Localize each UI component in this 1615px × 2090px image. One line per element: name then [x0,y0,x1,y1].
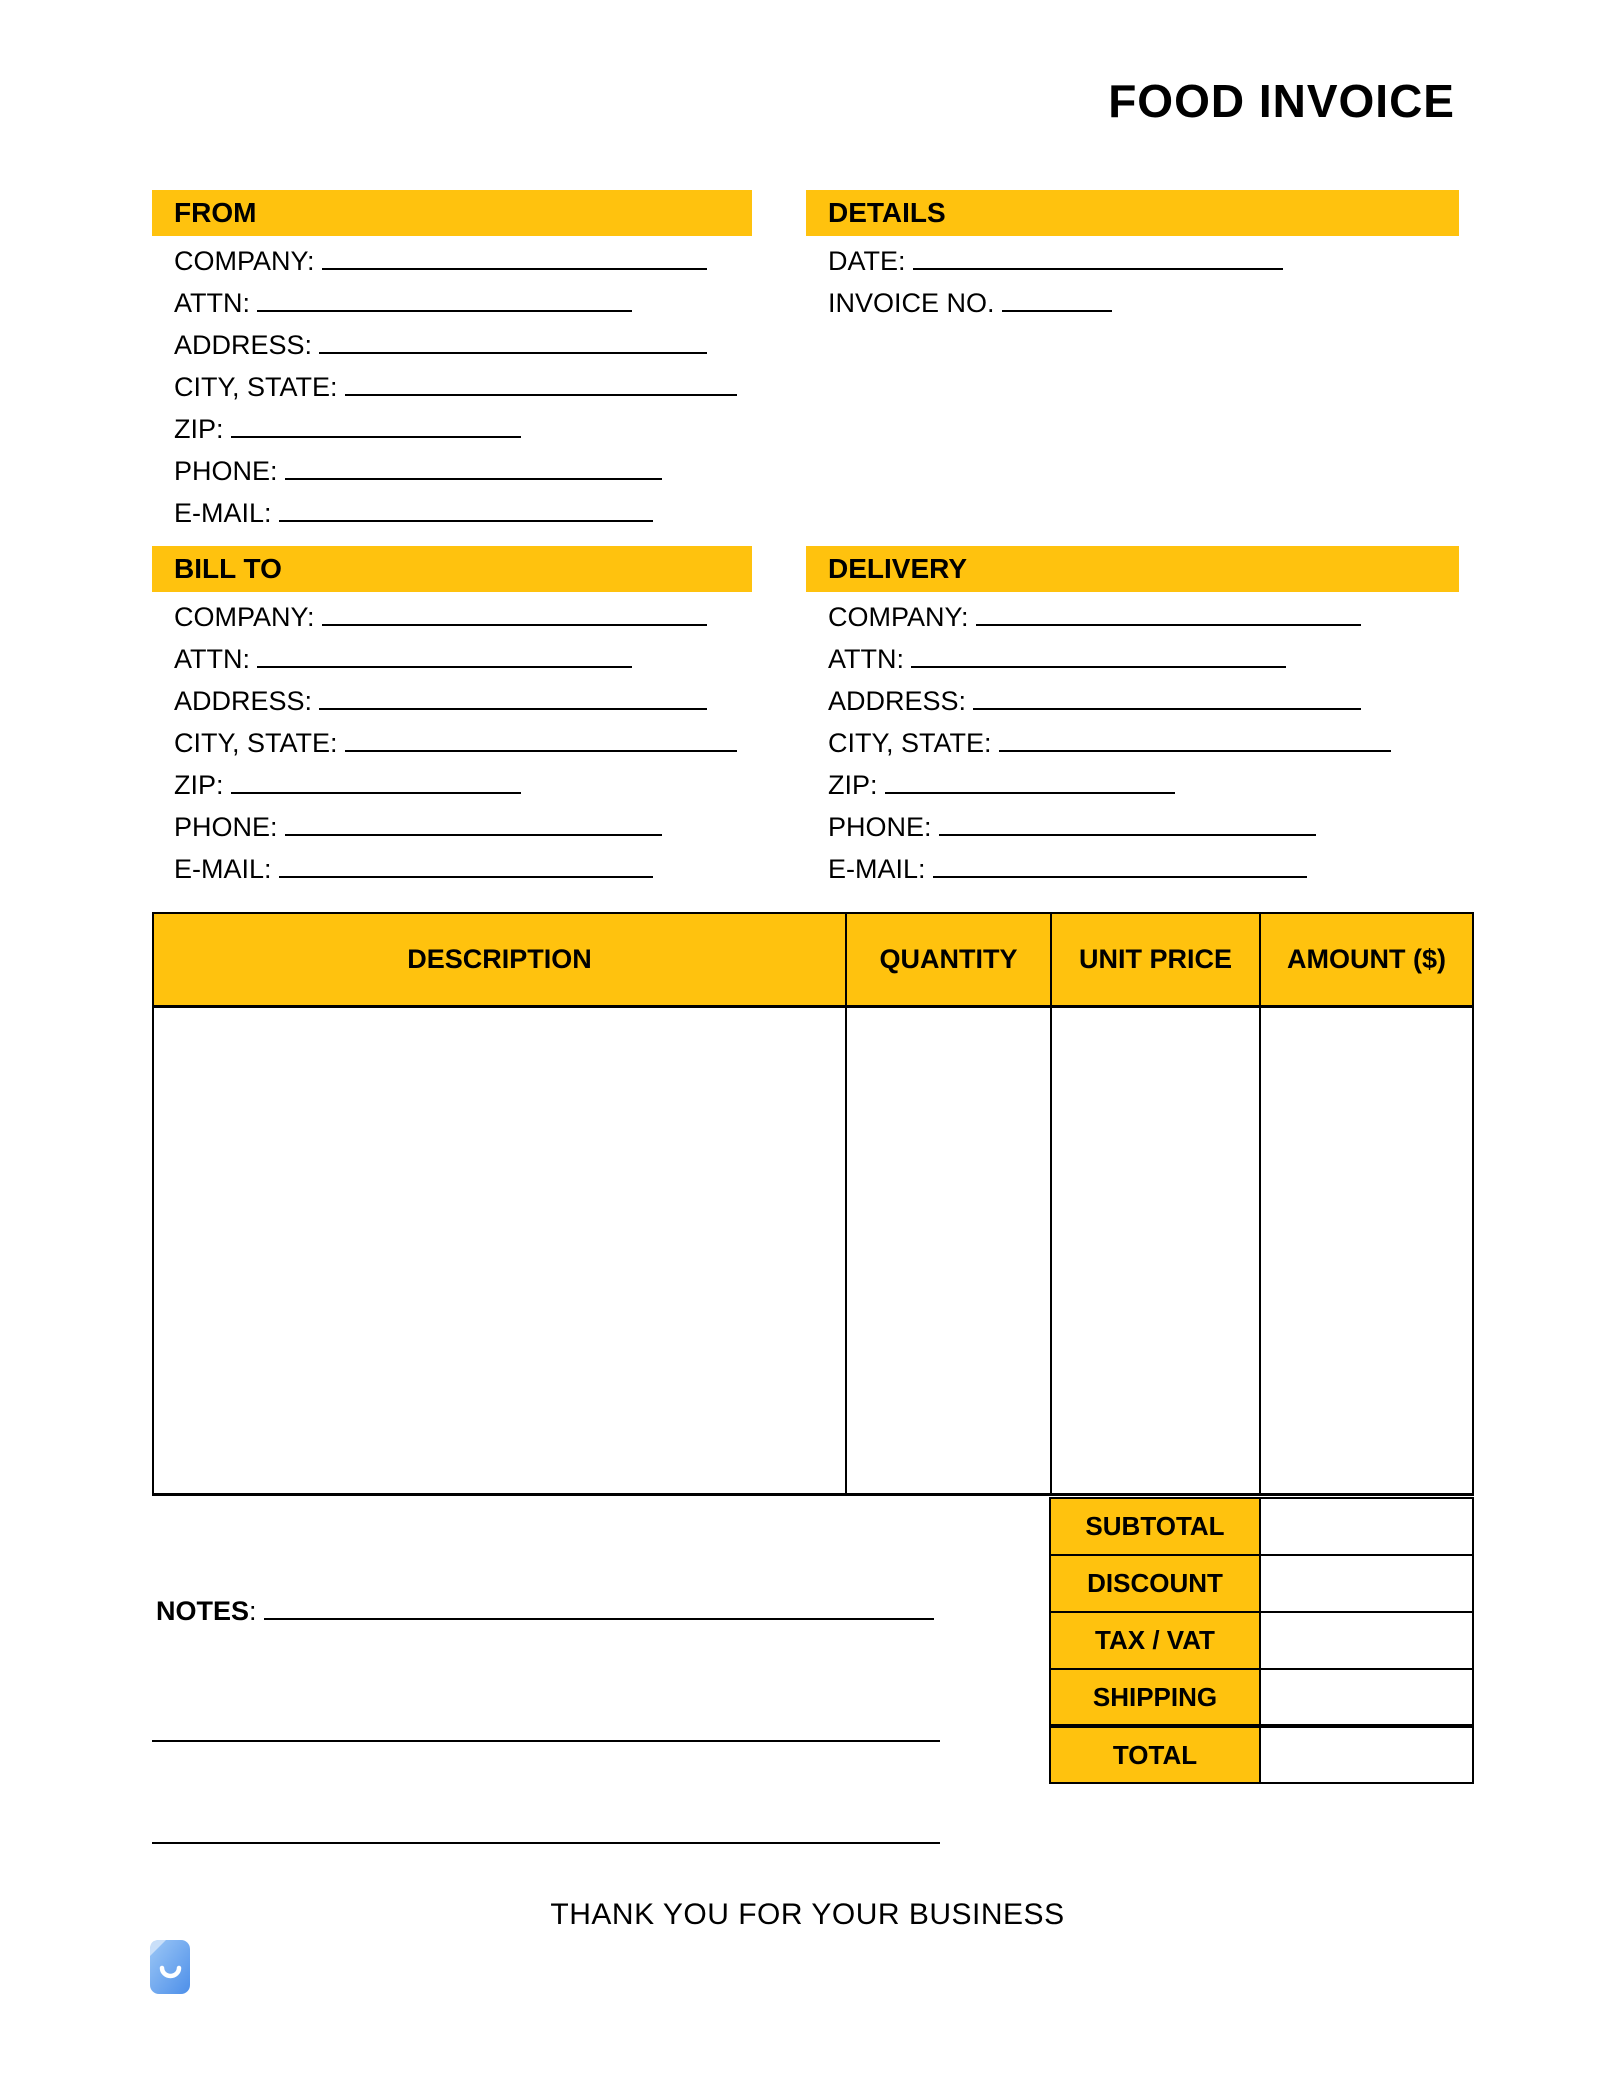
bill-to-company-input-line[interactable] [322,606,707,626]
delivery-phone-label: PHONE: [828,812,932,842]
notes-section [156,1596,934,1627]
discount-value-cell[interactable] [1260,1555,1473,1612]
tax-vat-value-cell[interactable] [1260,1612,1473,1669]
page-title: FOOD INVOICE [1108,75,1455,127]
delivery-zip-label: ZIP: [828,770,878,800]
total-row [1050,1726,1473,1783]
items-table [152,912,1474,1496]
from-city-state-input-line[interactable] [345,376,737,396]
delivery-email-label: E-MAIL: [828,854,926,884]
bill-to-fields [174,602,737,896]
notes-input-line-2[interactable] [152,1740,940,1742]
bill-to-address-label: ADDRESS: [174,686,313,716]
section-header-bill-to [152,546,752,592]
bill-to-city-state-input-line[interactable] [345,732,737,752]
from-header-label: FROM [174,197,257,228]
delivery-zip-input-line[interactable] [885,774,1175,794]
shipping-value-cell[interactable] [1260,1669,1473,1726]
from-zip-input-line[interactable] [231,418,521,438]
bill-to-zip-label: ZIP: [174,770,224,800]
document-smile-icon [150,1940,190,1994]
notes-input-line-3[interactable] [152,1842,940,1844]
col-description: DESCRIPTION [153,913,846,1006]
details-fields [828,246,1283,330]
delivery-city-state-input-line[interactable] [999,732,1391,752]
delivery-address-input-line[interactable] [973,690,1361,710]
from-company-input-line[interactable] [322,250,707,270]
from-city-state-label: CITY, STATE: [174,372,338,402]
tax-vat-row [1050,1612,1473,1669]
subtotal-row [1050,1498,1473,1555]
delivery-city-state-label: CITY, STATE: [828,728,992,758]
amount-cell[interactable] [1260,1006,1473,1494]
from-attn-label: ATTN: [174,288,250,318]
bill-to-company-label: COMPANY: [174,602,315,632]
section-header-delivery [806,546,1459,592]
subtotal-value-cell[interactable] [1260,1498,1473,1555]
total-label: TOTAL [1050,1726,1260,1783]
from-email-input-line[interactable] [279,502,653,522]
bill-to-attn-label: ATTN: [174,644,250,674]
col-quantity: QUANTITY [846,913,1051,1006]
bill-to-zip-input-line[interactable] [231,774,521,794]
items-header-row [153,913,1473,1006]
delivery-header-label: DELIVERY [828,553,967,584]
quantity-cell[interactable] [846,1006,1051,1494]
bill-to-address-input-line[interactable] [319,690,707,710]
bill-to-email-label: E-MAIL: [174,854,272,884]
from-zip-label: ZIP: [174,414,224,444]
bill-to-header-label: BILL TO [174,553,282,584]
from-fields [174,246,737,540]
description-cell[interactable] [153,1006,846,1494]
details-invoice-no-label: INVOICE NO. [828,288,995,318]
total-value-cell[interactable] [1260,1726,1473,1783]
from-address-input-line[interactable] [319,334,707,354]
totals-table [1049,1497,1474,1784]
from-address-label: ADDRESS: [174,330,313,360]
from-email-label: E-MAIL: [174,498,272,528]
from-phone-input-line[interactable] [285,460,662,480]
delivery-attn-label: ATTN: [828,644,904,674]
from-phone-label: PHONE: [174,456,278,486]
subtotal-label: SUBTOTAL [1050,1498,1260,1555]
unit-price-cell[interactable] [1051,1006,1260,1494]
delivery-phone-input-line[interactable] [939,816,1316,836]
notes-label: NOTES [156,1596,250,1626]
notes-colon: : [249,1596,257,1626]
delivery-email-input-line[interactable] [933,858,1307,878]
discount-row [1050,1555,1473,1612]
bill-to-email-input-line[interactable] [279,858,653,878]
section-header-details [806,190,1459,236]
tax-vat-label: TAX / VAT [1050,1612,1260,1669]
shipping-row [1050,1669,1473,1726]
notes-input-line-1[interactable] [264,1600,934,1620]
details-invoice-no-input-line[interactable] [1002,292,1112,312]
details-date-input-line[interactable] [913,250,1283,270]
from-attn-input-line[interactable] [257,292,632,312]
col-unit-price: UNIT PRICE [1051,913,1260,1006]
shipping-label: SHIPPING [1050,1669,1260,1726]
table-row [153,1006,1473,1494]
details-header-label: DETAILS [828,197,946,228]
thank-you-message: THANK YOU FOR YOUR BUSINESS [550,1898,1065,1931]
bill-to-phone-input-line[interactable] [285,816,662,836]
discount-label: DISCOUNT [1050,1555,1260,1612]
bill-to-city-state-label: CITY, STATE: [174,728,338,758]
delivery-fields [828,602,1391,896]
delivery-attn-input-line[interactable] [911,648,1286,668]
delivery-company-label: COMPANY: [828,602,969,632]
bill-to-phone-label: PHONE: [174,812,278,842]
bill-to-attn-input-line[interactable] [257,648,632,668]
delivery-company-input-line[interactable] [976,606,1361,626]
from-company-label: COMPANY: [174,246,315,276]
section-header-from [152,190,752,236]
delivery-address-label: ADDRESS: [828,686,967,716]
col-amount: AMOUNT ($) [1260,913,1473,1006]
details-date-label: DATE: [828,246,906,276]
